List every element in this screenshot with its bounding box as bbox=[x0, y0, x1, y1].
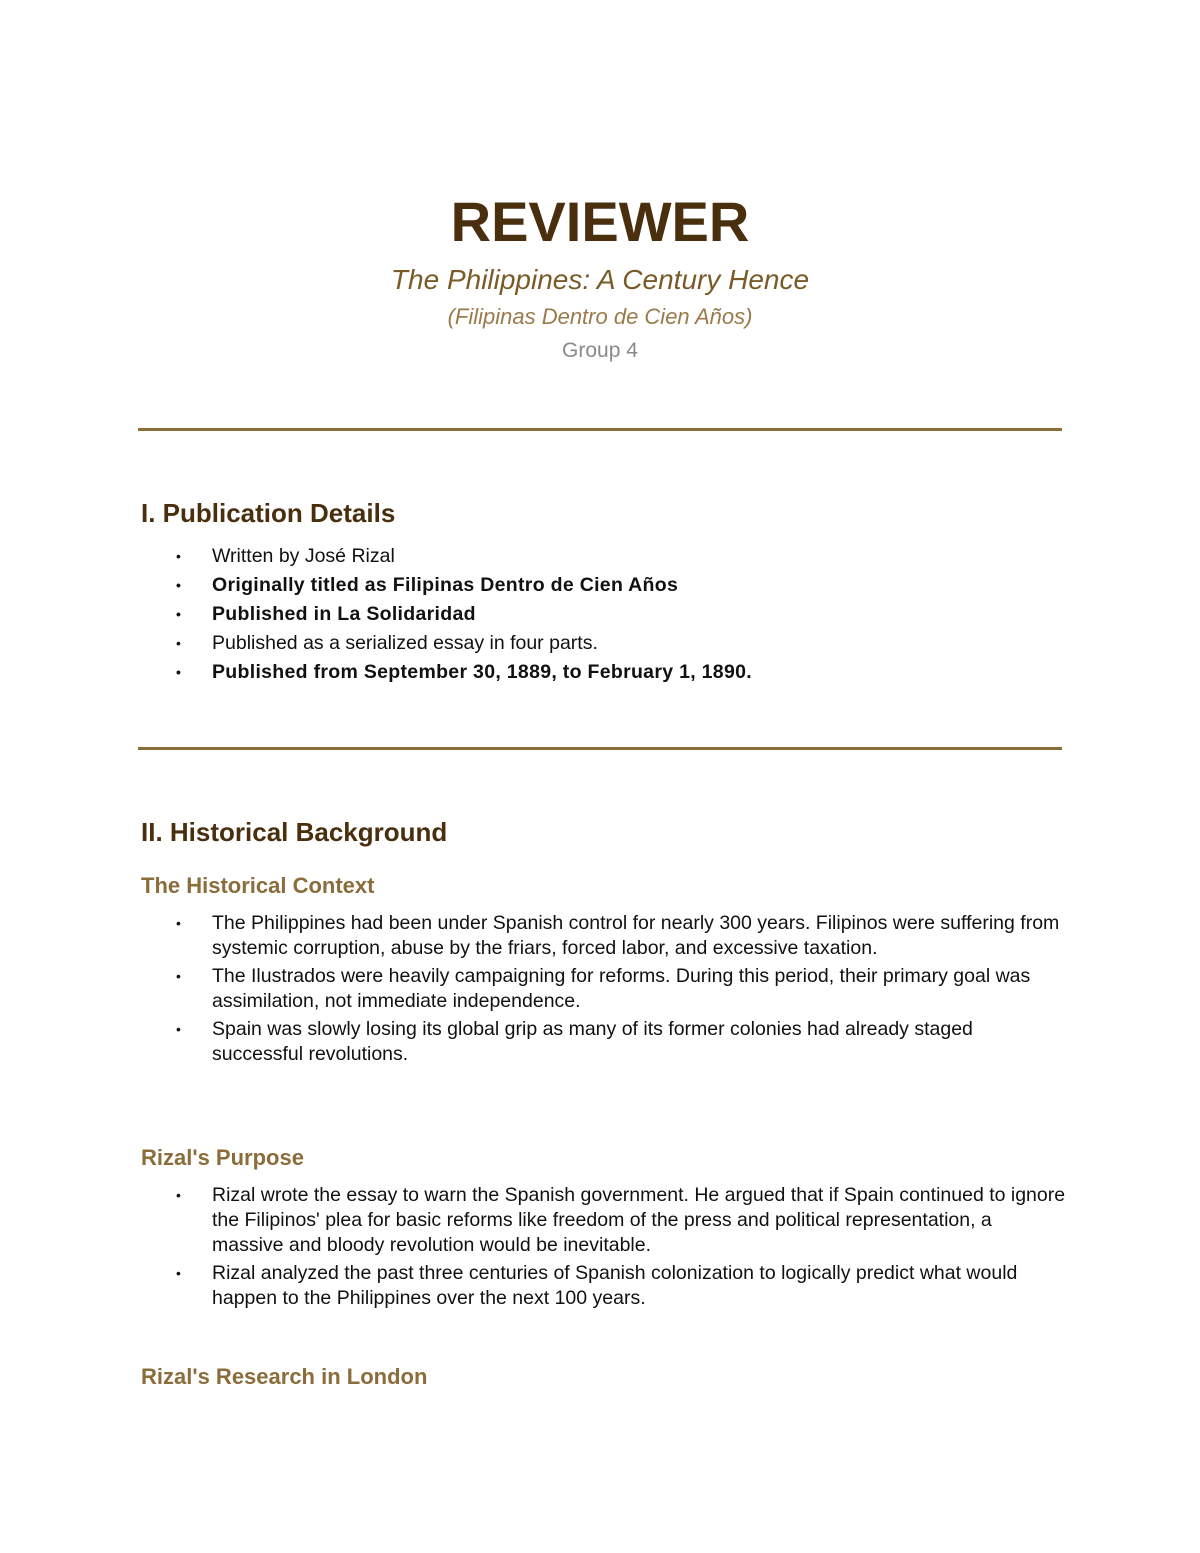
bullet-icon: • bbox=[176, 664, 182, 680]
list-item bbox=[176, 631, 1066, 656]
list-item bbox=[176, 911, 1066, 961]
bullet-icon: • bbox=[176, 968, 181, 984]
divider-top bbox=[138, 428, 1062, 431]
document-subtitle: The Philippines: A Century Hence bbox=[390, 264, 810, 295]
rizals-purpose-list bbox=[176, 1183, 1066, 1314]
bullet-icon: • bbox=[176, 635, 181, 651]
document-title: REVIEWER bbox=[450, 190, 750, 253]
original-title: (Filipinas Dentro de Cien Años) bbox=[447, 304, 753, 329]
list-item-text: Published in La Solidaridad bbox=[212, 603, 476, 625]
subheading-historical-context: The Historical Context bbox=[141, 873, 375, 898]
list-item-text: The Ilustrados were heavily campaigning for reforms. During this period, their primary goal was assimilation, not immediate independence. bbox=[212, 965, 1031, 1012]
list-item bbox=[176, 1017, 1066, 1067]
subheading-rizals-research: Rizal's Research in London bbox=[141, 1364, 428, 1389]
list-item bbox=[176, 1261, 1066, 1311]
bullet-icon: • bbox=[176, 915, 181, 931]
list-item-text: Rizal wrote the essay to warn the Spanish government. He argued that if Spain continued to ignore the Filipinos' plea for basic reforms like freedom of the press and political representation, a massive and bloody revolution would be inevitable. bbox=[212, 1184, 1066, 1256]
group-label: Group 4 bbox=[562, 339, 638, 362]
section-heading-historical: II. Historical Background bbox=[141, 817, 448, 847]
bullet-icon: • bbox=[176, 548, 181, 564]
bullet-icon: • bbox=[176, 1265, 181, 1281]
divider-middle bbox=[138, 747, 1062, 750]
list-item bbox=[176, 1183, 1066, 1258]
bullet-icon: • bbox=[176, 577, 182, 593]
list-item-text: Written by José Rizal bbox=[212, 545, 395, 567]
list-item bbox=[176, 660, 1066, 685]
subheading-rizals-purpose: Rizal's Purpose bbox=[141, 1145, 304, 1170]
list-item bbox=[176, 602, 1066, 627]
list-item bbox=[176, 573, 1066, 598]
list-item-text: Originally titled as Filipinas Dentro de Cien Años bbox=[212, 574, 679, 596]
list-item bbox=[176, 964, 1066, 1014]
historical-context-list bbox=[176, 911, 1066, 1070]
bullet-icon: • bbox=[176, 606, 182, 622]
list-item-text: The Philippines had been under Spanish control for nearly 300 years. Filipinos were suffering from systemic corruption, abuse by the friars, forced labor, and excessive taxation. bbox=[212, 912, 1060, 959]
list-item-text: Published as a serialized essay in four parts. bbox=[212, 632, 598, 654]
list-item-text: Spain was slowly losing its global grip as many of its former colonies had already staged successful revolutions. bbox=[212, 1018, 973, 1065]
list-item-text: Rizal analyzed the past three centuries of Spanish colonization to logically predict what would happen to the Philippines over the next 100 years. bbox=[212, 1262, 1018, 1309]
bullet-icon: • bbox=[176, 1187, 181, 1203]
section-heading-publication: I. Publication Details bbox=[141, 498, 396, 528]
list-item bbox=[176, 544, 1066, 569]
bullet-icon: • bbox=[176, 1021, 181, 1037]
list-item-text: Published from September 30, 1889, to February 1, 1890. bbox=[212, 661, 752, 683]
publication-details-list bbox=[176, 544, 1066, 689]
